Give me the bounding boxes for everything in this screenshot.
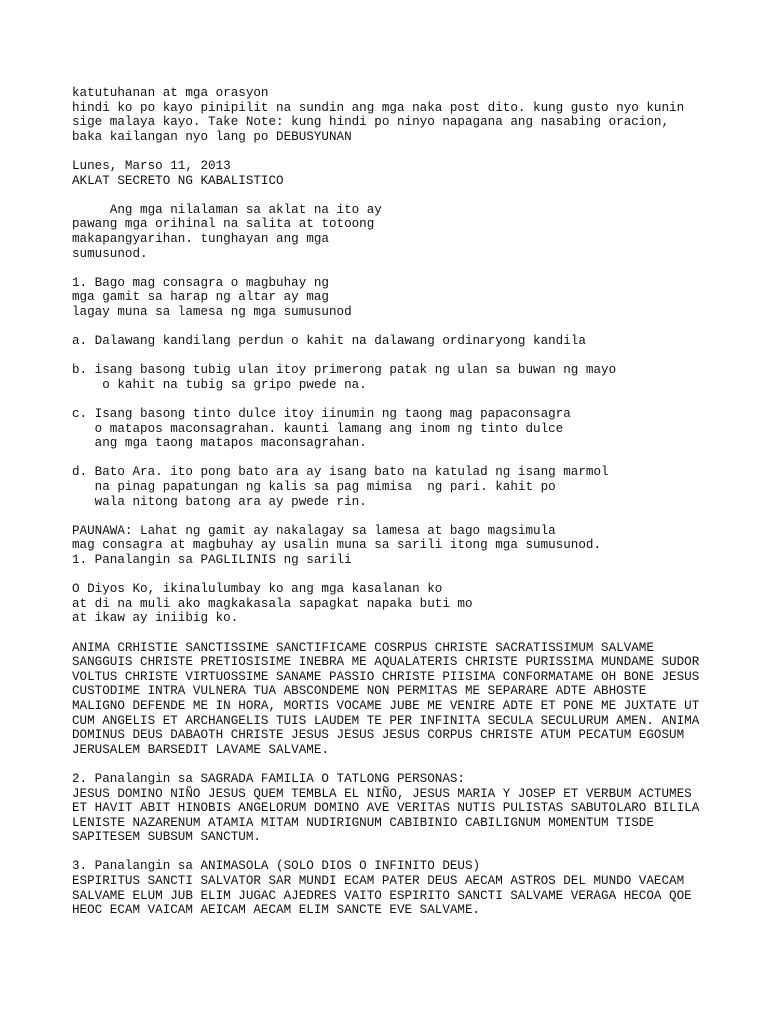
- blank-line: [72, 845, 732, 860]
- text-line: Lunes, Marso 11, 2013: [72, 158, 231, 173]
- text-line: 3. Panalangin sa ANIMASOLA (SOLO DIOS O INFINITO DEUS): [72, 859, 481, 874]
- text-line: sige malaya kayo. Take Note: kung hindi po ninyo napagana ang nasabing oracion,: [72, 115, 670, 130]
- text-line: hindi ko po kayo pinipilit na sundin ang mga naka post dito. kung gusto nyo kunin: [72, 100, 685, 115]
- blank-line: [72, 451, 732, 466]
- blank-line: [72, 568, 732, 583]
- text-line: CUSTODIME INTRA VULNERA TUA ABSCONDEME NON PERMITAS ME SEPARARE ADTE ABHOSTE: [72, 684, 647, 699]
- text-line: mga gamit sa harap ng altar ay mag: [72, 290, 329, 305]
- text-line: SALVAME ELUM JUB ELIM JUGAC AJEDRES VAITO ESPIRITO SANCTI SALVAME VERAGA HECOA QOE: [72, 888, 692, 903]
- blank-line: [72, 349, 732, 364]
- text-line: na pinag papatungan ng kalis sa pag mimisa ng pari. kahit po: [72, 480, 556, 495]
- text-line: a. Dalawang kandilang perdun o kahit na dalawang ordinaryong kandila: [72, 334, 586, 349]
- blank-line: [72, 626, 732, 641]
- text-line: baka kailangan nyo lang po DEBUSYUNAN: [72, 129, 352, 144]
- text-line: ESPIRITUS SANCTI SALVATOR SAR MUNDI ECAM PATER DEUS AECAM ASTROS DEL MUNDO VAECAM: [72, 874, 685, 889]
- text-line: 1. Panalangin sa PAGLILINIS ng sarili: [72, 553, 352, 567]
- text-line: JESUS DOMINO NIÑO JESUS QUEM TEMBLA EL NIÑO, JESUS MARIA Y JOSEP ET VERBUM ACTUMES: [72, 786, 692, 801]
- text-line: pawang mga orihinal na salita at totoong: [72, 217, 375, 232]
- blank-line: [72, 757, 732, 772]
- text-line: lagay muna sa lamesa ng mga sumusunod: [72, 304, 352, 319]
- text-line: c. Isang basong tinto dulce itoy iinumin ng taong mag papaconsagra: [72, 407, 571, 422]
- text-line: katutuhanan at mga orasyon: [72, 86, 269, 100]
- blank-line: [72, 188, 732, 203]
- text-line: AKLAT SECRETO NG KABALISTICO: [72, 173, 284, 188]
- blank-line: [72, 392, 732, 407]
- text-line: ang mga taong matapos maconsagrahan.: [72, 436, 367, 451]
- text-line: PAUNAWA: Lahat ng gamit ay nakalagay sa lamesa at bago magsimula: [72, 523, 556, 538]
- text-line: ANIMA CRHISTIE SANCTISSIME SANCTIFICAME COSRPUS CHRISTE SACRATISSIMUM SALVAME: [72, 640, 654, 655]
- text-line: JERUSALEM BARSEDIT LAVAME SALVAME.: [72, 742, 329, 757]
- text-line: o kahit na tubig sa gripo pwede na.: [72, 377, 367, 392]
- text-line: d. Bato Ara. ito pong bato ara ay isang bato na katulad ng isang marmol: [72, 465, 609, 480]
- document-page: [72, 86, 732, 918]
- text-line: MALIGNO DEFENDE ME IN HORA, MORTIS VOCAME JUBE ME VENIRE ADTE ET PONE ME JUXTATE UT: [72, 698, 700, 713]
- blank-line: [72, 320, 732, 335]
- text-line: O Diyos Ko, ikinalulumbay ko ang mga kasalanan ko: [72, 582, 443, 597]
- text-line: makapangyarihan. tunghayan ang mga: [72, 231, 329, 246]
- text-line: DOMINUS DEUS DABAOTH CHRISTE JESUS JESUS JESUS CORPUS CHRISTE ATUM PECATUM EGOSUM: [72, 728, 685, 743]
- text-line: Ang mga nilalaman sa aklat na ito ay: [72, 202, 382, 217]
- blank-line: [72, 144, 732, 159]
- text-line: b. isang basong tubig ulan itoy primerong patak ng ulan sa buwan ng mayo: [72, 363, 617, 378]
- text-line: ET HAVIT ABIT HINOBIS ANGELORUM DOMINO AVE VERITAS NUTIS PULISTAS SABUTOLARO BILILA: [72, 801, 700, 816]
- text-line: VOLTUS CHRISTE VIRTUOSSIME SANAME PASSIO CHRISTE PIISIMA CONFORMATAME OH BONE JESUS: [72, 669, 700, 684]
- text-line: at ikaw ay iniibig ko.: [72, 611, 239, 626]
- text-line: LENISTE NAZARENUM ATAMIA MITAM NUDIRIGNUM CABIBINIO CABILIGNUM MOMENTUM TISDE: [72, 815, 654, 830]
- text-line: wala nitong batong ara ay pwede rin.: [72, 494, 367, 509]
- text-line: SANGGUIS CHRISTE PRETIOSISIME INEBRA ME AQUALATERIS CHRISTE PURISSIMA MUNDAME SUDOR: [72, 655, 700, 670]
- text-line: CUM ANGELIS ET ARCHANGELIS TUIS LAUDEM TE PER INFINITA SECULA SECULURUM AMEN. ANIMA: [72, 713, 700, 728]
- blank-line: [72, 261, 732, 276]
- text-line: mag consagra at magbuhay ay usalin muna sa sarili itong mga sumusunod.: [72, 538, 602, 553]
- text-line: sumusunod.: [72, 246, 148, 261]
- blank-line: [72, 509, 732, 524]
- text-line: at di na muli ako magkakasala sapagkat napaka buti mo: [72, 596, 473, 611]
- text-line: SAPITESEM SUBSUM SANCTUM.: [72, 830, 261, 845]
- text-line: HEOC ECAM VAICAM AEICAM AECAM ELIM SANCTE EVE SALVAME.: [72, 903, 481, 918]
- text-line: 1. Bago mag consagra o magbuhay ng: [72, 275, 329, 290]
- text-line: 2. Panalangin sa SAGRADA FAMILIA O TATLONG PERSONAS:: [72, 771, 465, 786]
- text-line: o matapos maconsagrahan. kaunti lamang ang inom ng tinto dulce: [72, 421, 564, 436]
